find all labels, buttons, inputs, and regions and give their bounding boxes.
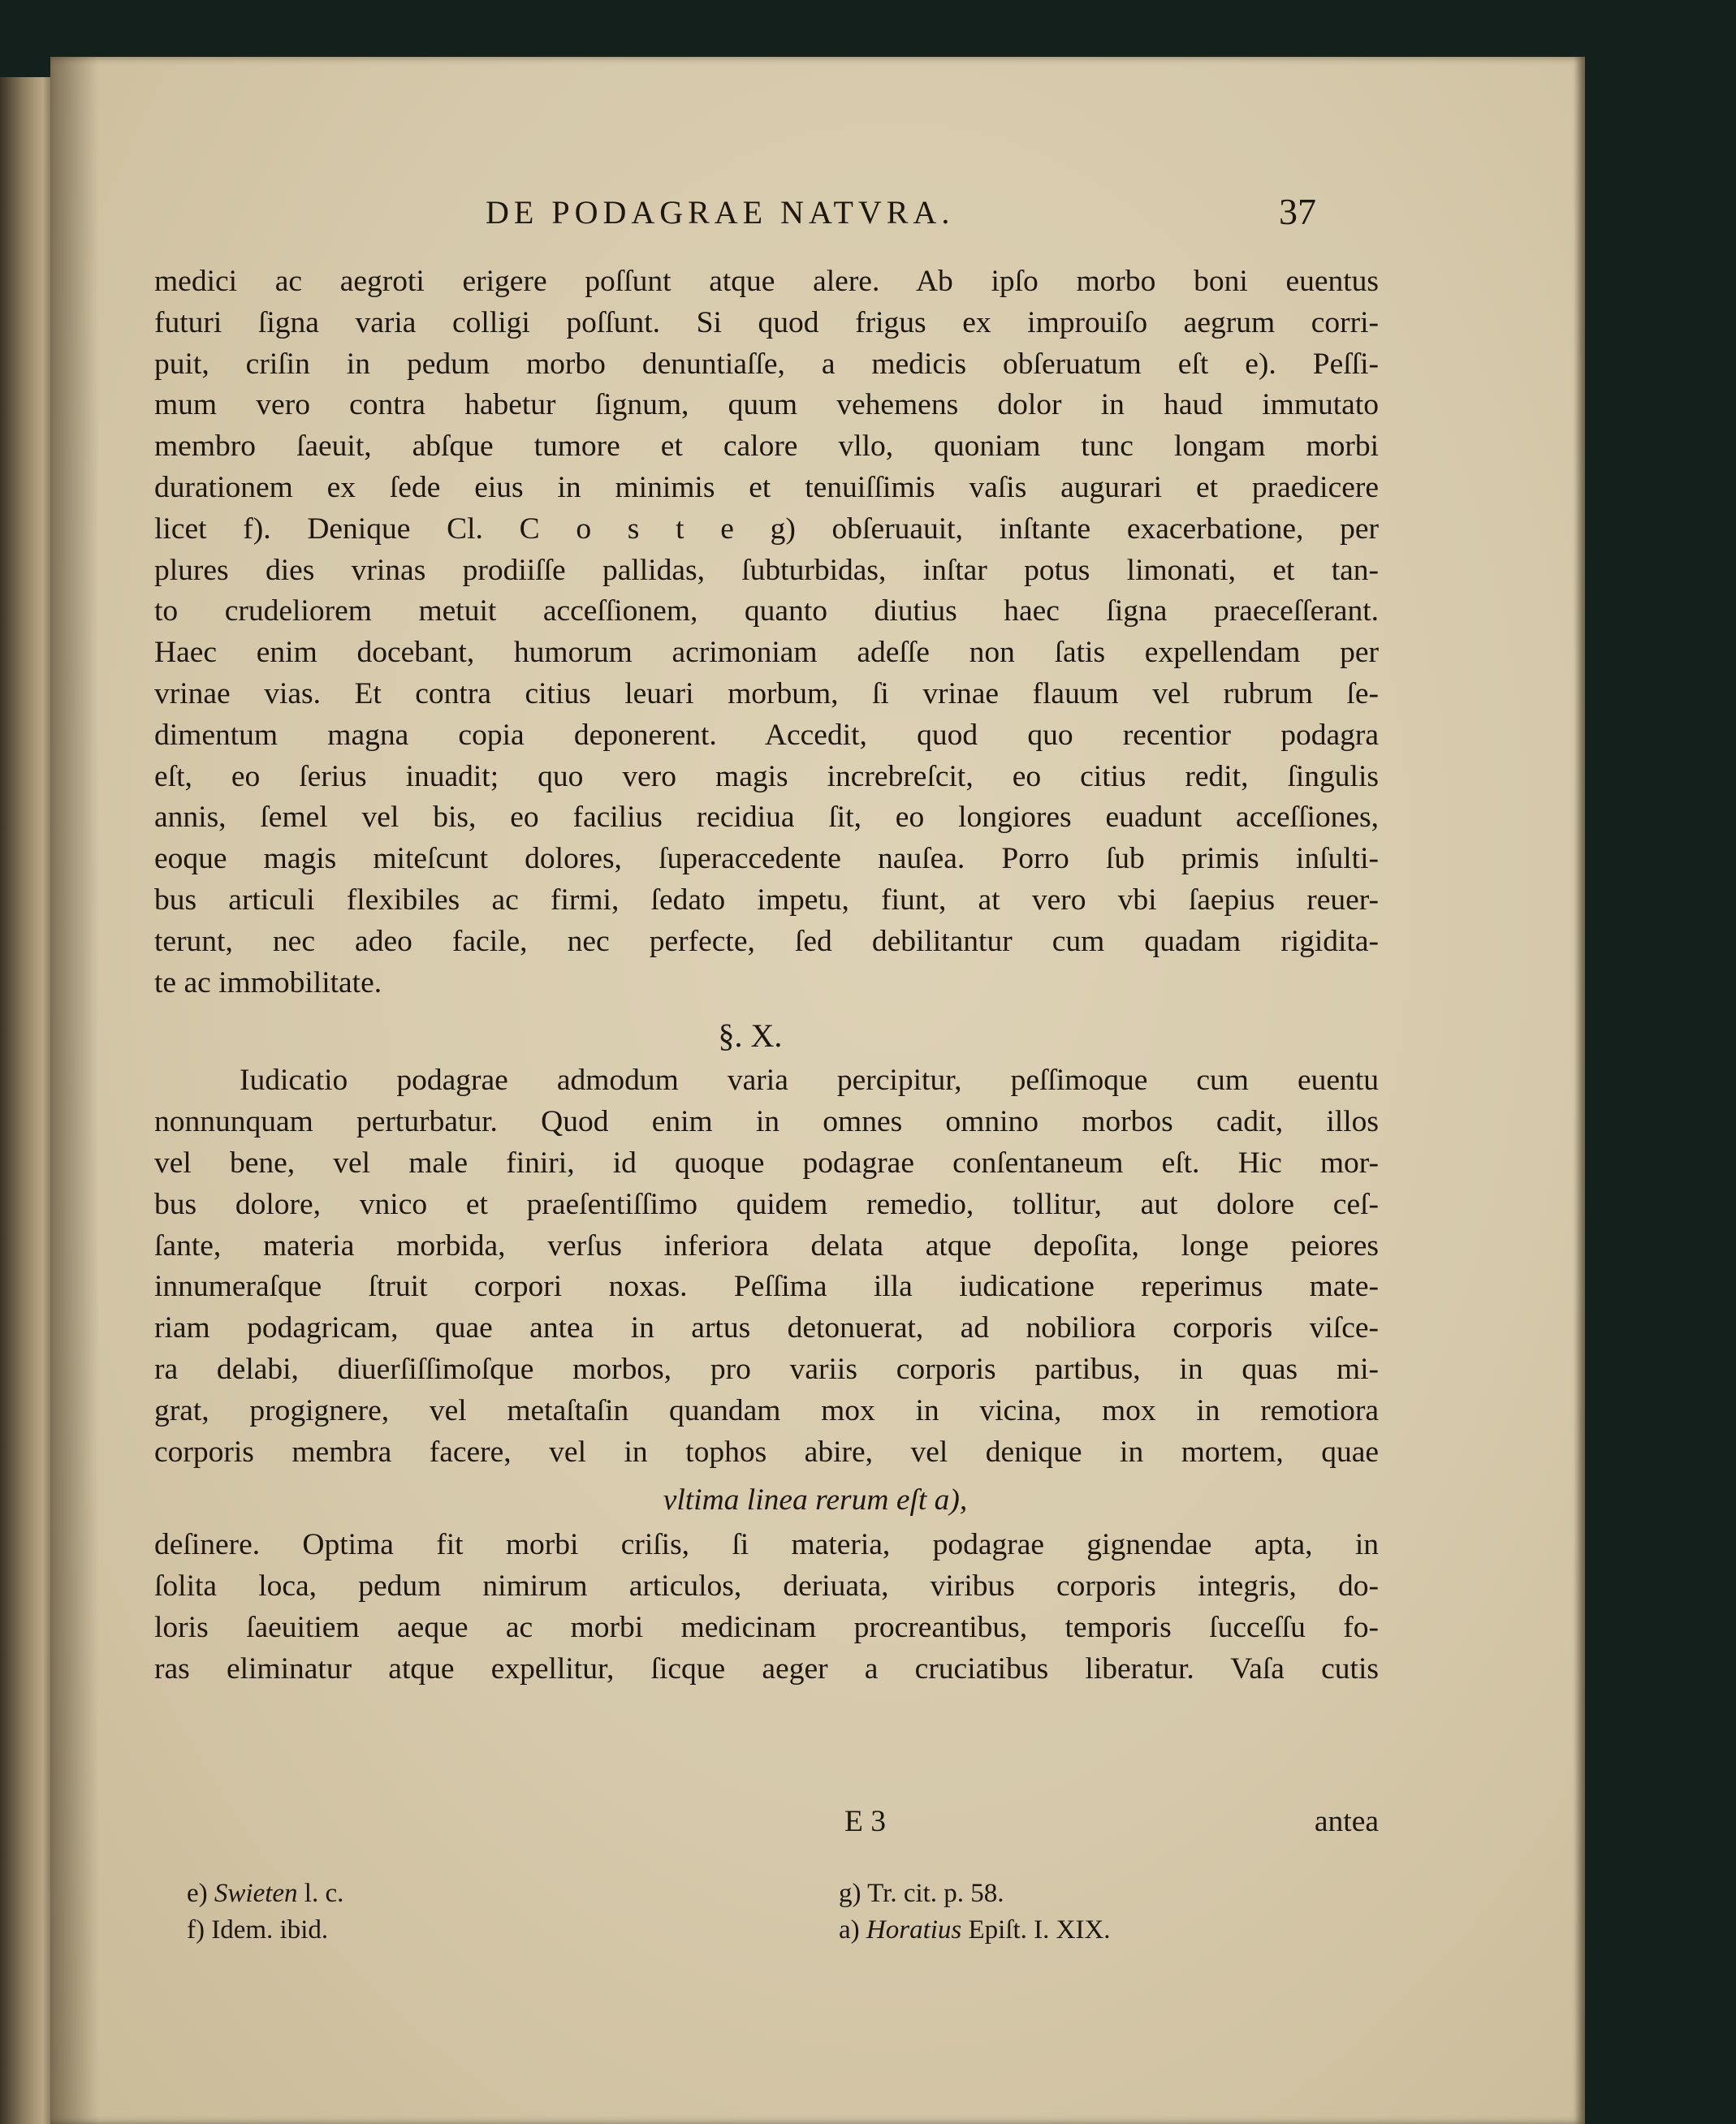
footnote-mark: f) [187, 1915, 205, 1945]
text-line: futuri ſigna varia colligi poſſunt. Si quod frigus ex improuiſo aegrum corri- [154, 305, 1379, 339]
text-line: vel bene, vel male finiri, id quoque podagrae conſentaneum eſt. Hic mor- [154, 1146, 1379, 1180]
signature-mark: E 3 [844, 1805, 887, 1838]
footnote-text: Epiſt. I. XIX. [968, 1915, 1111, 1945]
text-line: ra delabi, diuerſiſſimoſque morbos, pro variis corporis partibus, in quas mi- [154, 1352, 1379, 1386]
text-line: annis, ſemel vel bis, eo facilius recidiua ſit, eo longiores euadunt acceſſiones, [154, 801, 1379, 835]
facing-page-edge [0, 77, 57, 2124]
text-line: bus dolore, vnico et praeſentiſſimo quidem remedio, tollitur, aut dolore ceſ- [154, 1187, 1379, 1221]
paragraph-3 [154, 1525, 1379, 1690]
footnote-f [187, 1912, 328, 1949]
page-edge-shadow [1574, 57, 1585, 2124]
text-line: nonnunquam perturbatur. Quod enim in omnes omnino morbos cadit, illos [154, 1105, 1379, 1139]
page-number: 37 [1279, 191, 1316, 232]
text-line: ras eliminatur atque expellitur, ſicque aeger a cruciatibus liberatur. Vaſa cutis [154, 1651, 1379, 1686]
footnote-mark: g) [839, 1879, 862, 1908]
text-line: terunt, nec adeo facile, nec perfecte, ſed debilitantur cum quadam rigidita- [154, 924, 1379, 958]
text-line: ſolita loca, pedum nimirum articulos, deriuata, viribus corporis integris, do- [154, 1569, 1379, 1604]
footnote-mark: e) [187, 1879, 208, 1908]
footnote-text: Tr. cit. p. 58. [867, 1879, 1004, 1908]
text-line: licet f). Denique Cl. C o s t e g) obſeruauit, inſtante exacerbatione, per [154, 512, 1379, 546]
text-line: medici ac aegroti erigere poſſunt atque alere. Ab ipſo morbo boni euentus [154, 265, 1379, 298]
running-head-title: DE PODAGRAE NATVRA. [486, 194, 955, 231]
text-line: Haec enim docebant, humorum acrimoniam adeſſe non ſatis expellendam per [154, 636, 1379, 670]
catchword: antea [1314, 1805, 1379, 1838]
text-line: plures dies vrinas prodiiſſe pallidas, ſubturbidas, inſtar potus limonati, et tan- [154, 553, 1379, 587]
text-line: loris ſaeuitiem aeque ac morbi medicinam procreantibus, temporis ſucceſſu fo- [154, 1610, 1379, 1644]
footnote-text: Idem. ibid. [211, 1915, 329, 1945]
main-text [154, 261, 1379, 1690]
text-line: durationem ex ſede eius in minimis et tenuiſſimis vaſis augurari et praedicere [154, 470, 1379, 504]
text-line: corporis membra facere, vel in tophos abire, vel denique in mortem, quae [154, 1435, 1379, 1469]
text-line: eſt, eo ſerius inuadit; quo vero magis increbreſcit, eo citius redit, ſingulis [154, 759, 1379, 793]
paragraph-2 [154, 1060, 1379, 1473]
text-line: membro ſaeuit, abſque tumore et calore vllo, quoniam tunc longam morbi [154, 430, 1379, 464]
paragraph-1 [154, 261, 1379, 1004]
text-line: eoque magis miteſcunt dolores, ſuperaccedente nauſea. Porro ſub primis inſulti- [154, 842, 1379, 876]
text-line: dimentum magna copia deponerent. Accedit, quod quo recentior podagra [154, 718, 1379, 752]
text-line: to crudeliorem metuit acceſſionem, quanto diutius haec ſigna praeceſſerant. [154, 594, 1379, 628]
footnote-e [187, 1876, 343, 1912]
text-line: vrinae vias. Et contra citius leuari morbum, ſi vrinae flauum vel rubrum ſe- [154, 676, 1379, 710]
text-line: Iudicatio podagrae admodum varia percipitur, peſſimoque cum euentu [240, 1064, 1379, 1098]
text-line: deſinere. Optima fit morbi criſis, ſi materia, podagrae gignendae apta, in [154, 1528, 1379, 1562]
text-line: mum vero contra habetur ſignum, quum vehemens dolor in haud immutato [154, 388, 1379, 422]
page-gutter-shadow [50, 57, 99, 2124]
running-head [0, 193, 1736, 242]
text-line: innumeraſque ſtruit corpori noxas. Peſſima illa iudicatione reperimus mate- [154, 1270, 1379, 1304]
footnote-mark: a) [839, 1915, 860, 1945]
footnote-a [839, 1912, 1111, 1949]
footnote-author: Horatius [866, 1915, 962, 1945]
footnote-author: Swieten [214, 1879, 298, 1908]
text-line: ſante, materia morbida, verſus inferiora delata atque depoſita, longe peiores [154, 1228, 1379, 1263]
text-line: grat, progignere, vel metaſtaſin quandam mox in vicina, mox in remotiora [154, 1393, 1379, 1427]
section-heading: §. X. [718, 1017, 783, 1055]
text-line: te ac immobilitate. [154, 965, 382, 999]
page-foot [154, 1804, 1379, 1845]
footnote-text: l. c. [304, 1879, 344, 1908]
text-line: puit, criſin in pedum morbo denuntiaſſe, a medicis obſeruatum eſt e). Peſſi- [154, 347, 1379, 381]
horace-quotation: vltima linea rerum eſt a), [663, 1483, 968, 1517]
footnote-g [839, 1876, 1004, 1912]
text-line: riam podagricam, quae antea in artus detonuerat, ad nobiliora corporis viſce- [154, 1311, 1379, 1345]
text-line: bus articuli flexibiles ac firmi, ſedato impetu, fiunt, at vero vbi ſaepius reuer- [154, 883, 1379, 917]
